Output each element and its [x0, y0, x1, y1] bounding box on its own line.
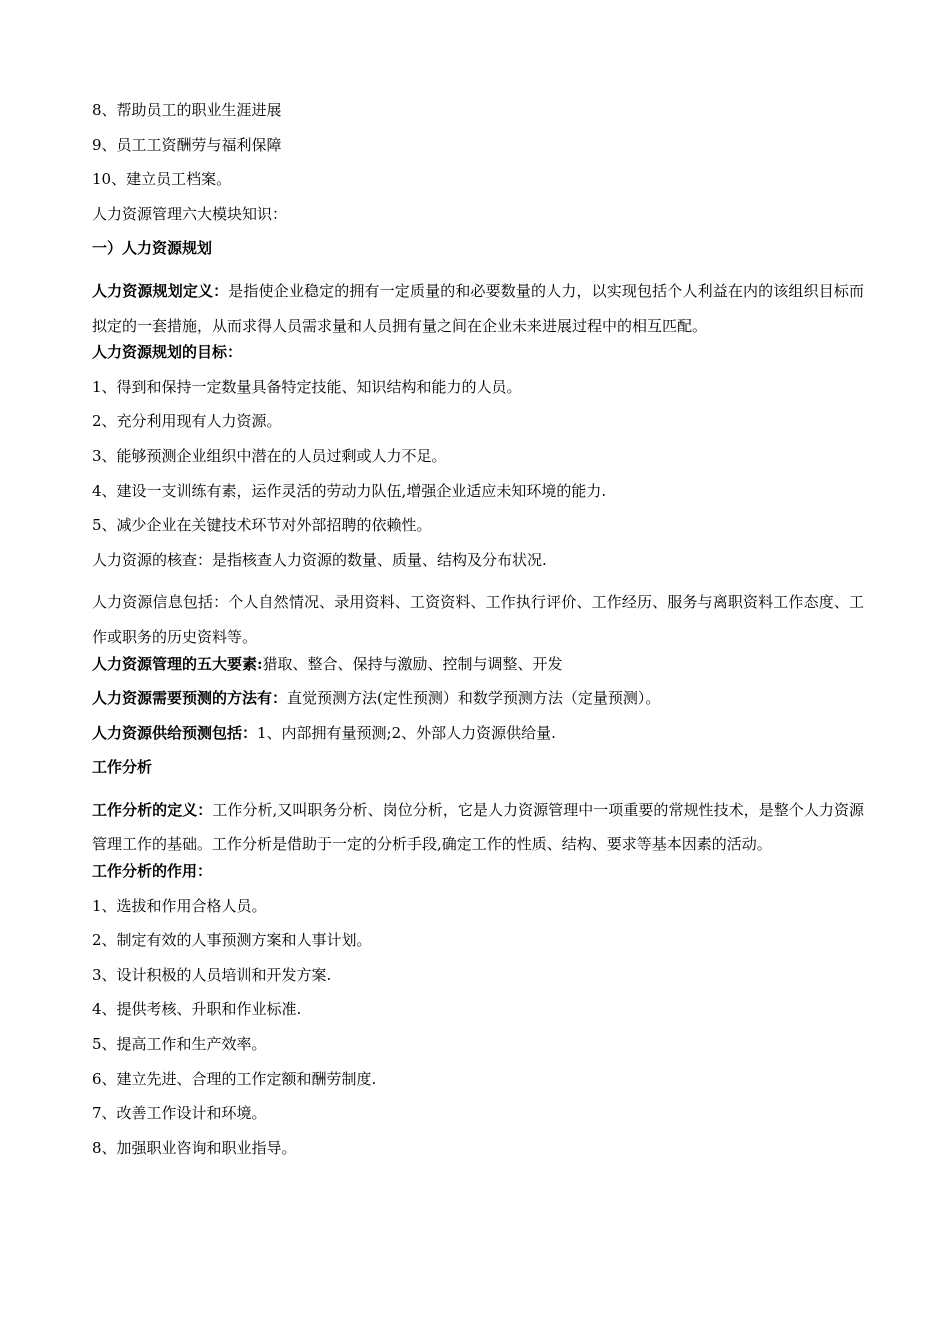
list-item: 2、充分利用现有人力资源。	[92, 412, 282, 431]
list-item: 10、建立员工档案。	[92, 170, 232, 189]
list-item: 8、帮助员工的职业生涯进展	[92, 101, 282, 119]
list-item: 6、建立先进、合理的工作定额和酬劳制度.	[92, 1069, 377, 1088]
info-paragraph: 人力资源信息包括：个人自然情况、录用资料、工资资料、工作执行评价、工作经历、服务与离职资料工作态度、工作或职务的历史资料等。	[92, 593, 864, 646]
list-item: 4、提供考核、升职和作业标准.	[92, 1000, 302, 1019]
subheading: 工作分析的作用：	[92, 862, 213, 881]
bold-label: 人力资源需要预测的方法有：	[92, 689, 288, 708]
list-item: 5、提高工作和生产效率。	[92, 1035, 267, 1054]
definition-label: 人力资源规划定义：	[92, 281, 229, 300]
bold-label: 人力资源管理的五大要素:	[92, 654, 263, 673]
definition-paragraph	[92, 793, 864, 862]
definition-label: 工作分析的定义：	[92, 800, 213, 819]
text-line: 人力资源的核查：是指核查人力资源的数量、质量、结构及分布状况.	[92, 550, 547, 569]
list-item: 8、加强职业咨询和职业指导。	[92, 1138, 297, 1157]
section-intro: 人力资源管理六大模块知识：	[92, 204, 288, 223]
section-heading: 工作分析	[92, 758, 153, 777]
list-item: 9、员工工资酬劳与福利保障	[92, 135, 282, 154]
line-text: 直觉预测方法(定性预测）和数学预测方法（定量预测）。	[287, 689, 661, 708]
text-line	[92, 655, 864, 690]
list-item: 2、制定有效的人事预测方案和人事计划。	[92, 931, 372, 950]
list-item: 4、建设一支训练有素，运作灵活的劳动力队伍,增强企业适应未知环境的能力.	[92, 481, 607, 500]
text-line	[92, 689, 864, 724]
bold-label: 人力资源供给预测包括：	[92, 723, 258, 742]
definition-paragraph	[92, 274, 864, 343]
text-line	[92, 724, 864, 759]
subheading: 人力资源规划的目标：	[92, 343, 243, 362]
list-item: 1、选拔和作用合格人员。	[92, 896, 267, 915]
list-item: 3、设计积极的人员培训和开发方案.	[92, 965, 332, 984]
document-body	[92, 101, 864, 1173]
line-text: 猎取、整合、保持与激励、控制与调整、开发	[262, 654, 563, 673]
definition-text: 是指使企业稳定的拥有一定质量的和必要数量的人力，以实现包括个人利益在内的该组织目标而拟定的一套措施，从而求得人员需求量和人员拥有量之间在企业未来进展过程中的相互匹配。	[92, 281, 864, 335]
list-item: 1、得到和保持一定数量具备特定技能、知识结构和能力的人员。	[92, 377, 522, 396]
definition-text: 工作分析,又叫职务分析、岗位分析，它是人力资源管理中一项重要的常规性技术，是整个人力资源管理工作的基础。工作分析是借助于一定的分析手段,确定工作的性质、结构、要求等基本因素的活动。	[92, 800, 864, 854]
line-text: 1、内部拥有量预测;2、外部人力资源供给量.	[257, 723, 556, 742]
list-item: 7、改善工作设计和环境。	[92, 1104, 267, 1123]
list-item: 5、减少企业在关键技术环节对外部招聘的依赖性。	[92, 516, 432, 535]
list-item: 3、能够预测企业组织中潜在的人员过剩或人力不足。	[92, 446, 447, 465]
section-heading: 一）人力资源规划	[92, 239, 213, 258]
